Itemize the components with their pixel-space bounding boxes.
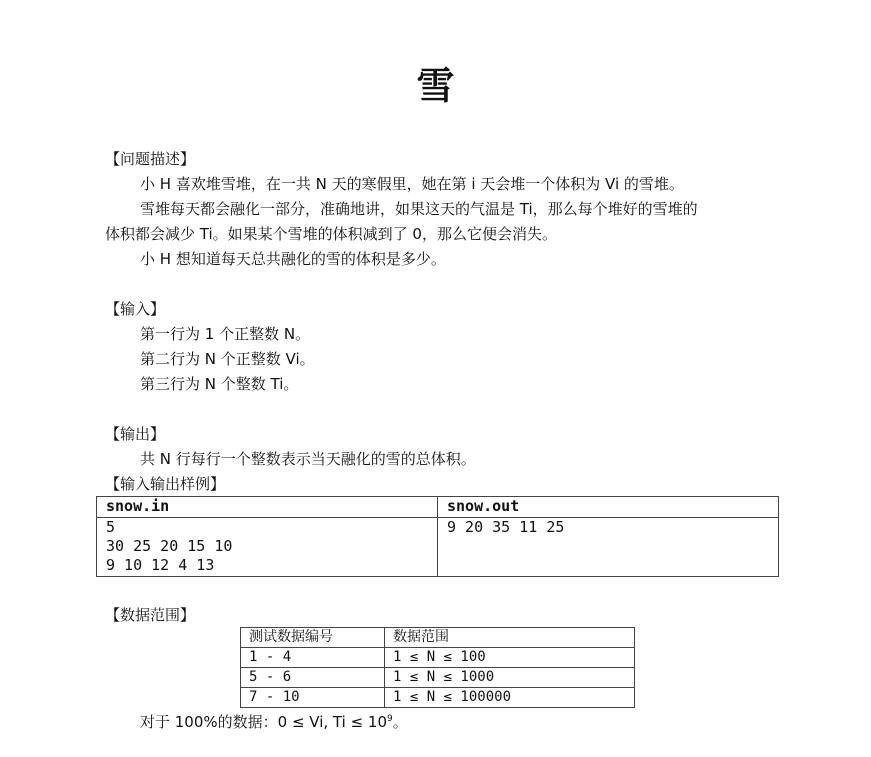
table-header-row bbox=[241, 628, 635, 648]
section-heading-range: 【数据范围】 bbox=[105, 606, 196, 624]
sample-input-header: snow.in bbox=[97, 497, 438, 518]
table-row bbox=[241, 648, 635, 668]
input-line-2: 第二行为 N 个正整数 Vi。 bbox=[140, 350, 315, 368]
section-heading-description: 【问题描述】 bbox=[105, 150, 196, 168]
range-cell: 1 ≤ N ≤ 100000 bbox=[385, 688, 635, 708]
column-header-range: 数据范围 bbox=[385, 628, 635, 648]
test-id-cell: 1 - 4 bbox=[241, 648, 385, 668]
data-range-table bbox=[240, 627, 635, 708]
table-row bbox=[241, 688, 635, 708]
input-line-1: 第一行为 1 个正整数 N。 bbox=[140, 325, 311, 343]
sample-input-cell bbox=[97, 518, 438, 577]
page-title: 雪 bbox=[416, 63, 455, 108]
range-note bbox=[140, 712, 408, 732]
section-heading-output: 【输出】 bbox=[105, 425, 166, 443]
section-heading-input: 【输入】 bbox=[105, 300, 166, 318]
sample-io-table bbox=[96, 496, 779, 577]
input-line-3: 第三行为 N 个整数 Ti。 bbox=[140, 375, 299, 393]
sample-output-header: snow.out bbox=[438, 497, 779, 518]
description-line-1: 小 H 喜欢堆雪堆，在一共 N 天的寒假里，她在第 i 天会堆一个体积为 Vi 的雪堆。 bbox=[140, 175, 684, 193]
description-line-3: 体积都会减少 Ti。如果某个雪堆的体积减到了 0，那么它便会消失。 bbox=[105, 225, 557, 243]
range-note-suffix: 。 bbox=[392, 713, 408, 731]
sample-output-line: 9 20 35 11 25 bbox=[447, 518, 565, 536]
column-header-test-id: 测试数据编号 bbox=[241, 628, 385, 648]
section-heading-sample: 【输入输出样例】 bbox=[105, 475, 226, 493]
output-line-1: 共 N 行每行一个整数表示当天融化的雪的总体积。 bbox=[140, 450, 476, 468]
range-cell: 1 ≤ N ≤ 1000 bbox=[385, 668, 635, 688]
sample-input-line: 5 bbox=[106, 518, 116, 536]
sample-input-line: 30 25 20 15 10 bbox=[106, 537, 233, 555]
table-row bbox=[241, 668, 635, 688]
test-id-cell: 5 - 6 bbox=[241, 668, 385, 688]
sample-input-line: 9 10 12 4 13 bbox=[106, 556, 215, 574]
sample-output-cell bbox=[438, 518, 779, 577]
range-note-text: 对于 100%的数据：0 ≤ Vi, Ti ≤ 10 bbox=[140, 713, 387, 731]
range-note-exponent: 9 bbox=[387, 714, 393, 724]
range-cell: 1 ≤ N ≤ 100 bbox=[385, 648, 635, 668]
description-line-2: 雪堆每天都会融化一部分，准确地讲，如果这天的气温是 Ti，那么每个堆好的雪堆的 bbox=[140, 200, 698, 218]
test-id-cell: 7 - 10 bbox=[241, 688, 385, 708]
description-line-4: 小 H 想知道每天总共融化的雪的体积是多少。 bbox=[140, 250, 446, 268]
